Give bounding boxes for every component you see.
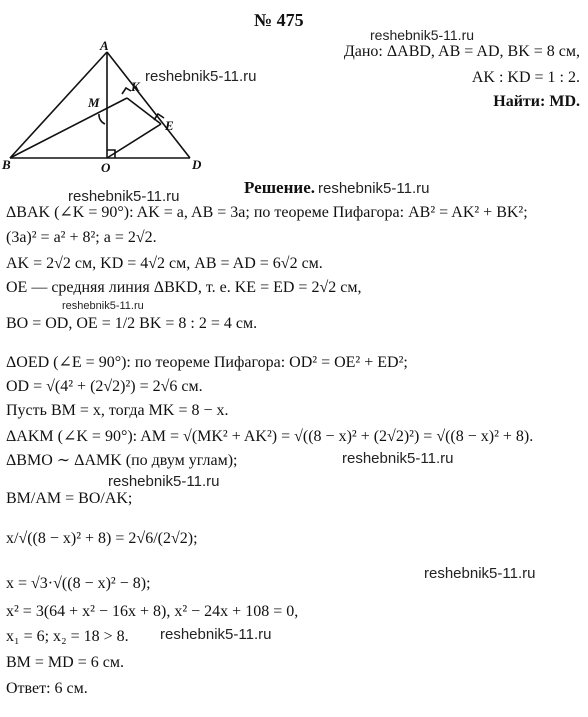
- watermark: reshebnik5-11.ru: [145, 68, 257, 85]
- watermark: reshebnik5-11.ru: [68, 188, 180, 205]
- label-O: O: [101, 160, 111, 175]
- watermark: reshebnik5-11.ru: [424, 565, 536, 582]
- solution-line: x₁ = 6; x₂ = 18 > 8.: [6, 628, 129, 645]
- solution-line: x = √3·√((8 − x)² − 8);: [6, 575, 151, 592]
- label-M: M: [88, 95, 100, 110]
- solution-line: BM/AM = BO/AK;: [6, 490, 133, 507]
- watermark: reshebnik5-11.ru: [108, 473, 220, 490]
- solution-line: x/√((8 − x)² + 8) = 2√6/(2√2);: [6, 530, 198, 547]
- given-line-2: AK : KD = 1 : 2.: [471, 69, 580, 86]
- watermark: reshebnik5-11.ru: [318, 180, 430, 197]
- solution-line: ΔAKM (∠K = 90°): AM = √(MK² + AK²) = √((8 − x)² + (2√2)²) = √((8 − x)² + 8).: [6, 428, 534, 445]
- watermark: reshebnik5-11.ru: [62, 300, 144, 312]
- label-E: E: [165, 118, 174, 133]
- solution-line: OD = √(4² + (2√2)²) = 2√6 см.: [6, 378, 203, 395]
- solution-line: AK = 2√2 см, KD = 4√2 см, AB = AD = 6√2 см.: [6, 255, 323, 272]
- solution-line: Ответ: 6 см.: [6, 680, 88, 694]
- given-line-1: Дано: ΔABD, AB = AD, BK = 8 см,: [343, 43, 580, 60]
- watermark: reshebnik5-11.ru: [160, 626, 272, 643]
- solution-line: x² = 3(64 + x² − 16x + 8), x² − 24x + 108 = 0,: [6, 603, 299, 620]
- solution-line: ΔOED (∠E = 90°): по теореме Пифагора: OD² = OE² + ED²;: [6, 354, 408, 371]
- solution-heading: Решение.: [244, 178, 315, 197]
- watermark: reshebnik5-11.ru: [370, 27, 475, 43]
- solution-line: ΔBMO ∼ ΔAMK (по двум углам);: [6, 452, 238, 469]
- problem-number: № 475: [254, 10, 304, 30]
- label-D: D: [192, 157, 202, 172]
- solution-line: BM = MD = 6 см.: [6, 654, 124, 671]
- solution-line: ΔBAK (∠K = 90°): AK = a, AB = 3a; по теореме Пифагора: AB² = AK² + BK²;: [6, 204, 528, 221]
- solution-line: OE — средняя линия ΔBKD, т. е. KE = ED = 2√2 см,: [6, 279, 362, 296]
- solution-line: BO = OD, OE = 1/2 BK = 8 : 2 = 4 см.: [6, 315, 258, 332]
- watermark: reshebnik5-11.ru: [342, 450, 454, 467]
- given-line-3: Найти: MD.: [493, 93, 580, 110]
- label-B: B: [2, 157, 11, 172]
- solution-line: (3a)² = a² + 8²; a = 2√2.: [6, 229, 157, 246]
- label-K: K: [131, 79, 140, 94]
- label-A: A: [100, 38, 109, 53]
- solution-line: Пусть BM = x, тогда MK = 8 − x.: [6, 402, 229, 419]
